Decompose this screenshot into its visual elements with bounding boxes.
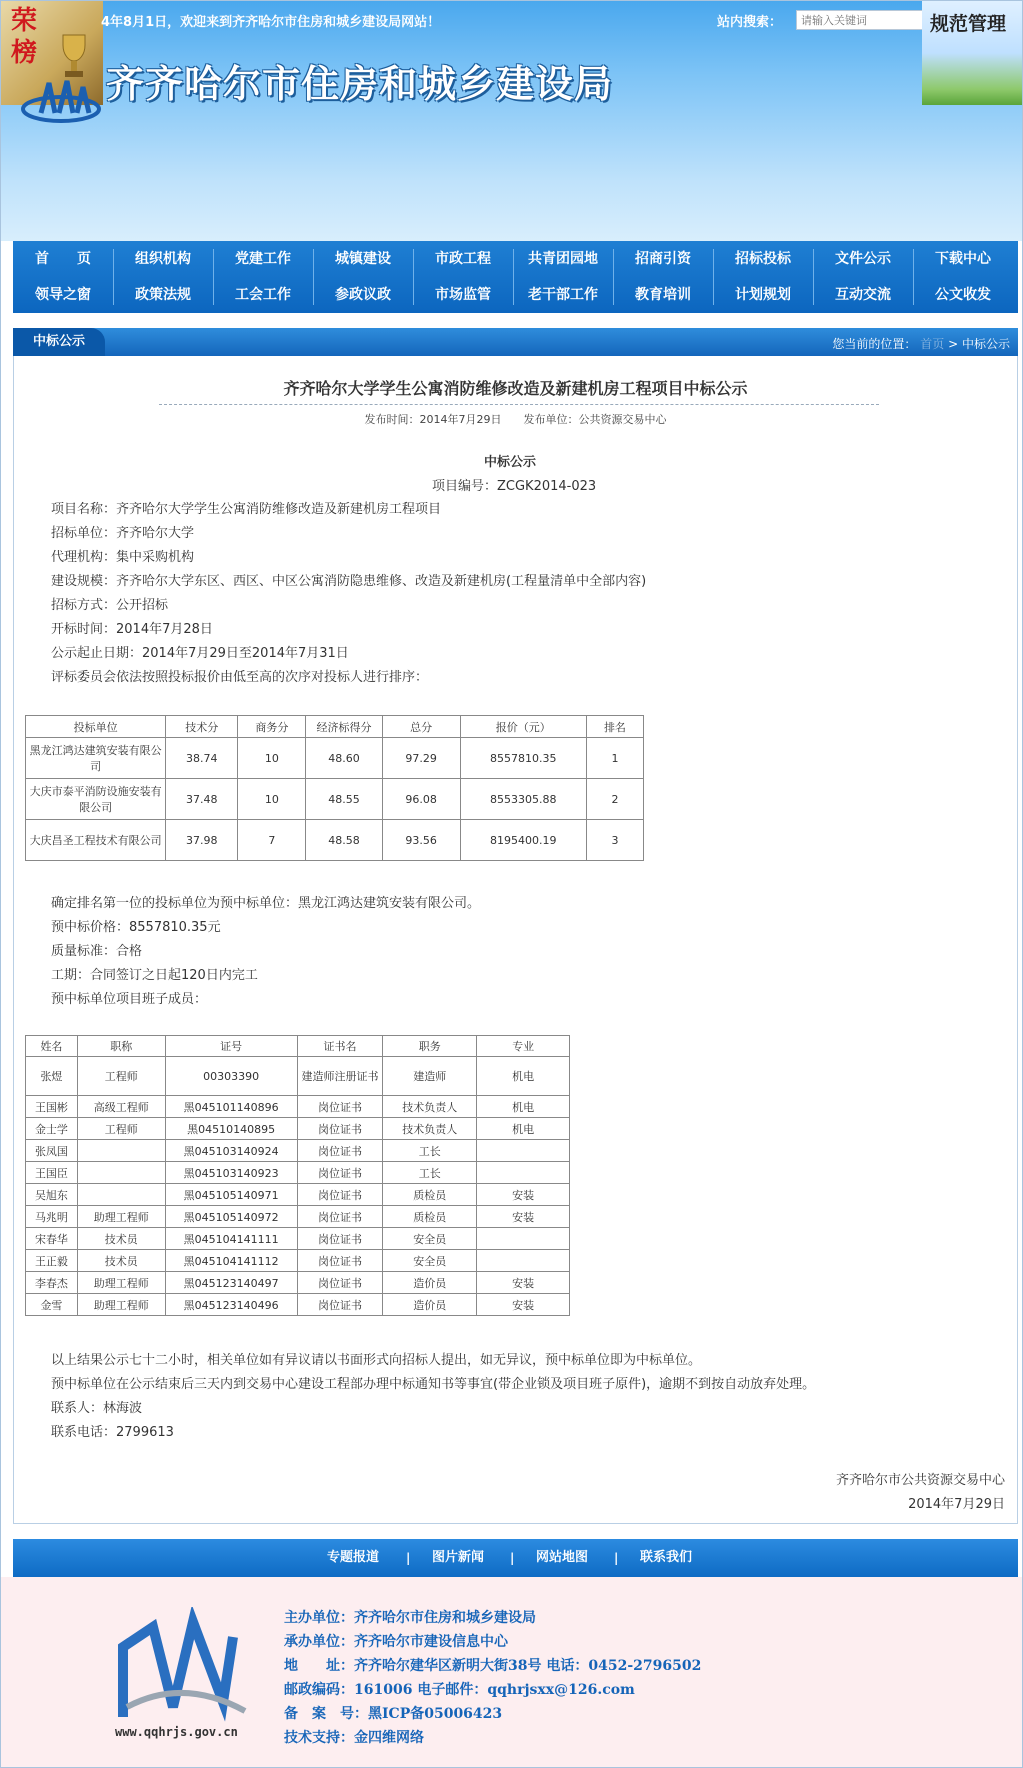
table-cell: 8557810.35 [460,738,586,779]
table-cell: 黑045104141112 [165,1250,297,1272]
site-footer [1,1577,1022,1767]
table-cell: 48.55 [306,779,382,820]
table-header-cell: 总分 [382,716,460,738]
info-line: 开标时间：2014年7月28日 [51,622,213,637]
bureau-logo-icon [21,73,101,123]
table-row [26,1118,570,1140]
nav-item-org[interactable]: 组织机构 [135,251,191,267]
guifan-badge-text: 规范管理 [930,13,1007,35]
footer-link-topics[interactable]: 专题报道 [327,1550,380,1565]
table-cell: 张凤国 [26,1140,78,1162]
table-cell: 工程师 [77,1118,165,1140]
table-row [26,1140,570,1162]
nav-divider [613,249,614,305]
nav-item-union[interactable]: 工会工作 [235,287,291,303]
nav-item-home[interactable]: 首 页 [35,251,91,267]
breadcrumb-separator: > [948,337,959,351]
info-line: 代理机构：集中采购机构 [51,550,195,565]
table-cell: 黑045103140923 [165,1162,297,1184]
table-cell: 大庆昌圣工程技术有限公司 [26,820,166,861]
closing-line: 预中标单位在公示结束后三天内到交易中心建设工程部办理中标通知书等事宜(带企业锁及项目班子原件)，逾期不到按自动放弃处理。 [51,1377,816,1392]
table-header-cell: 投标单位 [26,716,166,738]
table-cell: 高级工程师 [77,1096,165,1118]
contact-phone: 联系电话：2799613 [51,1425,174,1440]
info-line: 评标委员会依法按照投标报价由低至高的次序对投标人进行排序： [51,670,429,685]
table-cell: 岗位证书 [297,1184,383,1206]
breadcrumb [832,335,1010,352]
search-label: 站内搜索： [717,15,783,30]
breadcrumb-home-link[interactable]: 首页 [920,337,945,351]
table-cell: 1 [586,738,643,779]
table-cell: 技术员 [77,1228,165,1250]
table-header-row [26,1036,570,1057]
footer-separator: | [510,1551,515,1565]
table-cell: 3 [586,820,643,861]
nav-divider [913,249,914,305]
breadcrumb-current: 中标公示 [961,337,1010,351]
table-cell: 质检员 [383,1184,477,1206]
breadcrumb-prefix: 您当前的位置： [832,337,917,351]
table-cell: 黑045103140924 [165,1140,297,1162]
table-cell: 宋春华 [26,1228,78,1250]
table-cell: 安装 [477,1272,570,1294]
table-cell: 吴旭东 [26,1184,78,1206]
table-cell [77,1162,165,1184]
table-cell: 马兆明 [26,1206,78,1228]
table-cell: 金雪 [26,1294,78,1316]
table-row [26,1250,570,1272]
footer-logo-icon [113,1607,253,1727]
result-line: 工期：合同签订之日起120日内完工 [51,968,258,983]
table-cell: 黑045104141111 [165,1228,297,1250]
table-header-cell: 姓名 [26,1036,78,1057]
footer-icp: 备 案 号：黑ICP备05006423 [284,1706,503,1722]
table-cell: 岗位证书 [297,1140,383,1162]
table-cell: 安装 [477,1294,570,1316]
footer-link-contact[interactable]: 联系我们 [640,1550,693,1565]
table-cell: 机电 [477,1057,570,1096]
member-table [25,1035,570,1316]
table-cell: 2 [586,779,643,820]
table-cell: 00303390 [165,1057,297,1096]
footer-address: 地 址：齐齐哈尔建华区新明大街38号 电话：0452-2796502 [284,1658,702,1674]
table-cell: 岗位证书 [297,1272,383,1294]
footer-nav [13,1539,1018,1577]
closing-line: 以上结果公示七十二小时，相关单位如有异议请以书面形式向招标人提出，如无异议，预中标单位即为中标单位。 [51,1353,702,1368]
nav-divider [313,249,314,305]
table-cell: 岗位证书 [297,1162,383,1184]
table-cell: 大庆市泰平消防设施安装有限公司 [26,779,166,820]
table-cell: 岗位证书 [297,1294,383,1316]
table-cell: 93.56 [382,820,460,861]
table-cell: 97.29 [382,738,460,779]
nav-divider [113,249,114,305]
table-cell: 工程师 [77,1057,165,1096]
table-row [26,1228,570,1250]
table-row [26,1096,570,1118]
table-cell: 8195400.19 [460,820,586,861]
welcome-text: 4年8月1日，欢迎来到齐齐哈尔市住房和城乡建设局网站！ [101,15,441,30]
table-header-cell: 技术分 [166,716,238,738]
nav-item-municipal[interactable]: 市政工程 [435,251,491,267]
footer-tech-support: 技术支持：金四维网络 [284,1730,424,1746]
table-header-cell: 排名 [586,716,643,738]
nav-item-leaders[interactable]: 领导之窗 [35,287,91,303]
footer-link-sitemap[interactable]: 网站地图 [536,1550,589,1565]
nav-divider [413,249,414,305]
honor-badge-text: 荣榜 [11,6,38,68]
result-line: 确定排名第一位的投标单位为预中标单位：黑龙江鸿达建筑安装有限公司。 [51,896,481,911]
contact-person: 联系人：林海波 [51,1401,143,1416]
table-cell: 黑045105140971 [165,1184,297,1206]
table-cell: 王正毅 [26,1250,78,1272]
nav-item-veterans[interactable]: 老干部工作 [528,287,598,303]
table-header-cell: 证书名 [297,1036,383,1057]
table-cell [77,1184,165,1206]
info-line: 招标单位：齐齐哈尔大学 [51,526,195,541]
info-line: 项目名称：齐齐哈尔大学学生公寓消防维修改造及新建机房工程项目 [51,502,442,517]
table-row [26,1294,570,1316]
table-header-cell: 报价（元） [460,716,586,738]
footer-postcode-email: 邮政编码：161006 电子邮件：qqhrjsxx@126.com [284,1682,635,1698]
nav-divider [813,249,814,305]
table-cell: 技术负责人 [383,1118,477,1140]
table-header-cell: 专业 [477,1036,570,1057]
nav-item-bidding[interactable]: 招标投标 [735,251,791,267]
table-cell: 38.74 [166,738,238,779]
article-panel [13,356,1018,1524]
site-title: 齐齐哈尔市住房和城乡建设局 [106,61,614,106]
table-cell: 李春杰 [26,1272,78,1294]
footer-organizer: 承办单位：齐齐哈尔市建设信息中心 [284,1634,508,1650]
table-cell: 岗位证书 [297,1250,383,1272]
info-line: 公示起止日期：2014年7月29日至2014年7月31日 [51,646,349,661]
nav-item-town[interactable]: 城镇建设 [335,251,391,267]
nav-item-market[interactable]: 市场监管 [435,287,491,303]
table-cell: 岗位证书 [297,1206,383,1228]
table-cell [477,1162,570,1184]
table-header-cell: 证号 [165,1036,297,1057]
table-cell: 安全员 [383,1250,477,1272]
sign-date: 2014年7月29日 [908,1497,1005,1512]
table-row [26,738,644,779]
nav-divider [513,249,514,305]
table-cell: 37.48 [166,779,238,820]
table-row [26,820,644,861]
table-row [26,1162,570,1184]
info-line: 招标方式：公开招标 [51,598,169,613]
table-row [26,1184,570,1206]
nav-item-youth[interactable]: 共青团园地 [528,251,598,267]
table-row [26,779,644,820]
table-cell: 技术负责人 [383,1096,477,1118]
table-cell: 黑045123140496 [165,1294,297,1316]
main-nav [13,241,1018,313]
table-cell: 安全员 [383,1228,477,1250]
nav-item-planning[interactable]: 计划规划 [735,287,791,303]
table-cell [477,1228,570,1250]
nav-item-training[interactable]: 教育培训 [635,287,691,303]
nav-divider [213,249,214,305]
table-cell: 7 [238,820,306,861]
section-tab[interactable]: 中标公示 [13,328,105,356]
site-header [1,1,1022,241]
nav-item-party[interactable]: 党建工作 [235,251,291,267]
notice-heading: 中标公示 [484,455,537,470]
table-cell: 金士学 [26,1118,78,1140]
footer-separator: | [614,1551,619,1565]
project-number: 项目编号：ZCGK2014-023 [432,479,597,494]
table-cell: 建造师注册证书 [297,1057,383,1096]
table-cell: 质检员 [383,1206,477,1228]
table-cell: 37.98 [166,820,238,861]
nav-item-download[interactable]: 下载中心 [935,251,991,267]
nav-item-investment[interactable]: 招商引资 [635,251,691,267]
table-cell [477,1250,570,1272]
table-cell: 岗位证书 [297,1228,383,1250]
guifan-banner[interactable] [922,1,1022,105]
table-cell: 10 [238,779,306,820]
footer-link-photo-news[interactable]: 图片新闻 [432,1550,485,1565]
table-cell: 黑045101140896 [165,1096,297,1118]
result-line: 预中标价格：8557810.35元 [51,920,221,935]
table-cell: 助理工程师 [77,1294,165,1316]
bid-table [25,715,644,861]
table-cell: 技术员 [77,1250,165,1272]
table-cell [477,1140,570,1162]
nav-item-documents[interactable]: 公文收发 [935,287,991,303]
table-header-cell: 商务分 [238,716,306,738]
table-cell: 10 [238,738,306,779]
table-cell: 安装 [477,1184,570,1206]
signature: 齐齐哈尔市公共资源交易中心 [835,1473,1005,1488]
table-cell: 造价员 [383,1272,477,1294]
table-cell: 王国彬 [26,1096,78,1118]
footer-url: www.qqhrjs.gov.cn [115,1725,238,1739]
table-row [26,1206,570,1228]
table-cell: 岗位证书 [297,1118,383,1140]
table-cell [77,1140,165,1162]
table-cell: 助理工程师 [77,1206,165,1228]
table-cell: 黑04510140895 [165,1118,297,1140]
result-line: 预中标单位项目班子成员： [51,992,208,1007]
table-cell: 黑龙江鸿达建筑安装有限公司 [26,738,166,779]
table-cell: 黑045105140972 [165,1206,297,1228]
table-cell: 造价员 [383,1294,477,1316]
table-cell: 机电 [477,1118,570,1140]
footer-separator: | [406,1551,411,1565]
table-cell: 安装 [477,1206,570,1228]
nav-item-policy[interactable]: 政策法规 [135,287,191,303]
table-cell: 48.60 [306,738,382,779]
section-bar [13,328,1018,356]
table-cell: 张煜 [26,1057,78,1096]
nav-item-notice[interactable]: 文件公示 [835,251,891,267]
table-cell: 工长 [383,1140,477,1162]
result-line: 质量标准：合格 [51,944,143,959]
table-header-cell: 职务 [383,1036,477,1057]
nav-divider [713,249,714,305]
table-header-cell: 职称 [77,1036,165,1057]
table-cell: 8553305.88 [460,779,586,820]
table-row [26,1057,570,1096]
article-meta: 发布时间：2014年7月29日 发布单位：公共资源交易中心 [364,413,667,426]
table-cell: 96.08 [382,779,460,820]
table-cell: 岗位证书 [297,1096,383,1118]
nav-item-politics[interactable]: 参政议政 [335,287,391,303]
table-cell: 王国臣 [26,1162,78,1184]
search-input[interactable] [796,10,926,30]
nav-item-interaction[interactable]: 互动交流 [835,287,891,303]
table-row [26,1272,570,1294]
table-cell: 48.58 [306,820,382,861]
footer-host: 主办单位：齐齐哈尔市住房和城乡建设局 [284,1610,536,1626]
table-cell: 工长 [383,1162,477,1184]
article-title: 齐齐哈尔大学学生公寓消防维修改造及新建机房工程项目中标公示 [283,379,748,398]
table-cell: 机电 [477,1096,570,1118]
table-cell: 建造师 [383,1057,477,1096]
info-line: 建设规模：齐齐哈尔大学东区、西区、中区公寓消防隐患维修、改造及新建机房(工程量清单中全部内容) [51,574,647,589]
table-header-row [26,716,644,738]
table-header-cell: 经济标得分 [306,716,382,738]
table-cell: 助理工程师 [77,1272,165,1294]
table-cell: 黑045123140497 [165,1272,297,1294]
title-divider [159,404,879,405]
